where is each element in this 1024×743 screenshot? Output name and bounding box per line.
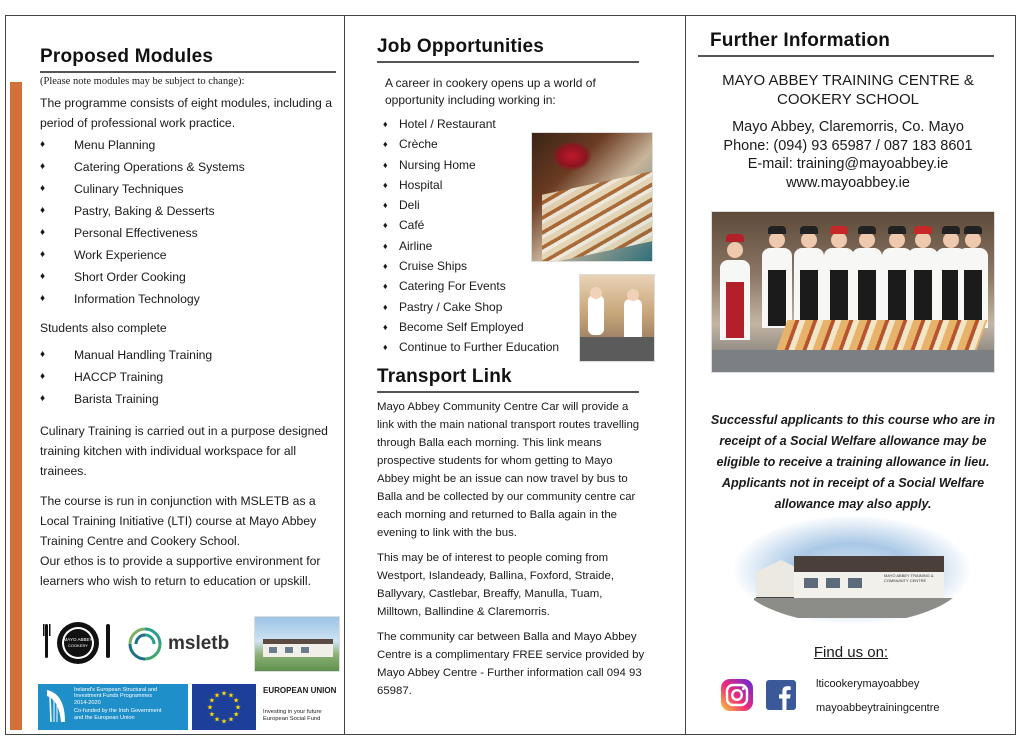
- transport-title: Transport Link: [377, 365, 512, 387]
- also-label: Students also complete: [40, 321, 167, 335]
- diamond-bullet-icon: ♦: [383, 220, 388, 231]
- diamond-bullet-icon: ♦: [40, 393, 46, 404]
- list-item-label: Information Technology: [74, 292, 200, 306]
- chef-figure: [852, 248, 882, 328]
- list-item: [40, 266, 336, 288]
- jobs-title: Job Opportunities: [377, 36, 545, 57]
- diamond-bullet-icon: ♦: [40, 349, 46, 360]
- facebook-icon[interactable]: [766, 680, 796, 710]
- school-name: [698, 71, 998, 109]
- list-item-label: Deli: [399, 198, 420, 213]
- chef-head: [965, 232, 981, 248]
- eu-star-icon: ★: [213, 692, 221, 700]
- diamond-bullet-icon: ♦: [40, 139, 46, 150]
- eu-star-icon: ★: [213, 716, 221, 724]
- chef-head: [859, 232, 875, 248]
- list-item: [40, 344, 336, 366]
- chef-figure: [824, 248, 854, 328]
- list-item-label: Hotel / Restaurant: [399, 117, 496, 131]
- diamond-bullet-icon: ♦: [40, 183, 46, 194]
- chef-head: [915, 232, 931, 248]
- transport-para1: Mayo Abbey Community Centre Car will provide a link with the main national transport routes travelling through Balla each morning. This link means prospective students for whom getting to Mayo Abbey might be an issue can now travel by bus to Balla and be collected by our community centre car each morning and returned to Balla again in the evening to link with the bus.: [377, 400, 640, 539]
- instagram-logo[interactable]: [720, 678, 754, 717]
- school-line2: COOKERY SCHOOL: [777, 91, 919, 108]
- list-item-label: Catering Operations & Systems: [74, 160, 245, 174]
- eu-funds-line1: Ireland's European Structural and: [74, 687, 158, 693]
- modules-list: [40, 134, 336, 310]
- info-title: Further Information: [710, 30, 891, 51]
- modules-rule: [40, 71, 336, 73]
- list-item-label: Café: [399, 218, 425, 233]
- chef-hat: [914, 226, 932, 234]
- list-item-label: Cruise Ships: [399, 259, 468, 274]
- eu-funds-line4: Co-funded by the Irish Government: [74, 708, 162, 715]
- phone: Phone: (094) 93 65987 / 087 183 8601: [723, 137, 973, 154]
- chef-hat: [964, 226, 982, 234]
- list-item: [40, 288, 336, 310]
- diamond-bullet-icon: ♦: [40, 293, 46, 304]
- list-item-label: Nursing Home: [399, 157, 476, 172]
- diamond-bullet-icon: ♦: [383, 301, 388, 312]
- buffet-photo: [531, 132, 653, 262]
- list-item: [40, 222, 336, 244]
- diamond-bullet-icon: ♦: [40, 227, 46, 238]
- chef-hat: [768, 226, 786, 234]
- eu-star-icon: ★: [232, 697, 240, 705]
- chef-head: [889, 232, 905, 248]
- list-item: [40, 156, 336, 178]
- cookery-school-logo: [42, 618, 114, 668]
- harp-icon: [43, 688, 69, 726]
- building-sign: MAYO ABBEY TRAINING & COMMUNITY CENTRE: [884, 573, 934, 583]
- list-item-label: Catering For Events: [399, 279, 506, 294]
- list-item: [40, 134, 336, 156]
- diamond-bullet-icon: ♦: [383, 281, 388, 292]
- chef-head: [801, 232, 817, 248]
- eu-funds-line5: and the European Union: [74, 714, 135, 721]
- eu-star-icon: ★: [232, 711, 240, 719]
- diamond-bullet-icon: ♦: [383, 261, 388, 272]
- column-jobs: [345, 16, 685, 734]
- list-item-label: Menu Planning: [74, 138, 156, 152]
- list-item-label: Barista Training: [74, 392, 159, 406]
- chef-hat: [888, 226, 906, 234]
- list-item-label: Pastry, Baking & Desserts: [74, 204, 215, 218]
- list-item-label: Short Order Cooking: [74, 270, 186, 284]
- diamond-bullet-icon: ♦: [40, 371, 46, 382]
- chef-figure: [762, 248, 792, 328]
- eu-star-icon: ★: [208, 697, 216, 705]
- list-item-label: Manual Handling Training: [74, 348, 213, 362]
- list-item-label: Crèche: [399, 137, 438, 152]
- svg-text:COOKERY: COOKERY: [68, 643, 88, 648]
- also-list: [40, 344, 336, 410]
- building-thumbnail: [254, 616, 340, 672]
- diamond-bullet-icon: ♦: [40, 161, 46, 172]
- eu-funds-line2: Investment Funds Programmes: [74, 693, 153, 700]
- diamond-bullet-icon: ♦: [383, 321, 388, 332]
- transport-para2: This may be of interest to people coming from Westport, Islandeady, Ballina, Foxford, Straide, Ballyvary, Castlebar, Breaffy, Manulla, Tuam, Milltown, Ballindine & Claremorris.: [377, 551, 615, 618]
- eu-flag-icon: [192, 684, 256, 730]
- diamond-bullet-icon: ♦: [40, 249, 46, 260]
- eu-star-icon: ★: [234, 704, 242, 712]
- eu-esf-logo: [263, 686, 343, 730]
- chef-figure: [908, 248, 938, 328]
- instagram-icon[interactable]: [720, 678, 754, 712]
- list-item-label: Airline: [399, 238, 433, 253]
- ethos-paragraph: Our ethos is to provide a supportive environment for learners who wish to return to education or upskill.: [40, 554, 321, 588]
- allowance-note: Successful applicants to this course who are in receipt of a Social Welfare allowance may be eligible to receive a training allowance in lieu. Applicants not in receipt of a Social Welfare allowance may also apply.: [710, 413, 996, 511]
- list-item: [40, 388, 336, 410]
- diamond-bullet-icon: ♦: [383, 119, 388, 129]
- chef-hat: [800, 226, 818, 234]
- jobs-rule: [377, 61, 639, 63]
- diamond-bullet-icon: ♦: [383, 200, 388, 211]
- modules-title: Proposed Modules: [40, 46, 214, 67]
- diamond-bullet-icon: ♦: [383, 179, 388, 190]
- chefs-team-photo: [711, 211, 995, 373]
- address: Mayo Abbey, Claremorris, Co. Mayo: [732, 119, 964, 135]
- email-link[interactable]: E-mail: training@mayoabbey.ie: [747, 156, 949, 172]
- chef-head: [831, 232, 847, 248]
- eu-funds-line3: 2014-2020: [74, 699, 101, 706]
- transport-rule: [377, 391, 639, 393]
- chefs-working-photo: [579, 274, 655, 362]
- eu-star-icon: ★: [227, 692, 235, 700]
- list-item: [40, 366, 336, 388]
- training-paragraph: Culinary Training is carried out in a purpose designed training kitchen with individual workspace for all trainees.: [40, 424, 328, 478]
- msletb-logo: [126, 622, 246, 666]
- school-line1: MAYO ABBEY TRAINING CENTRE &: [722, 72, 974, 89]
- eu-star-icon: ★: [206, 704, 214, 712]
- diamond-bullet-icon: ♦: [383, 139, 388, 150]
- eu-star-icon: ★: [227, 716, 235, 724]
- fork-knife-plate-logo: [42, 618, 114, 668]
- list-item: [40, 178, 336, 200]
- list-item-label: Hospital: [399, 177, 443, 192]
- brochure-page: [5, 15, 1016, 735]
- diamond-bullet-icon: ♦: [383, 159, 388, 170]
- contact-block: [698, 118, 998, 192]
- list-item: [40, 200, 336, 222]
- eu-flag-logo: [192, 684, 256, 730]
- list-item-label: Continue to Further Education: [399, 340, 560, 355]
- list-item-label: Become Self Employed: [399, 319, 524, 334]
- modules-intro: The programme consists of eight modules, including a period of professional work practice.: [40, 96, 332, 130]
- diamond-bullet-icon: ♦: [40, 271, 46, 282]
- list-item-label: Personal Effectiveness: [74, 226, 198, 240]
- diamond-bullet-icon: ♦: [383, 342, 388, 353]
- eu-funds-logo: [38, 684, 188, 730]
- msletb-paragraph: The course is run in conjunction with MSLETB as a Local Training Initiative (LTI) course at Mayo Abbey Training Centre and Cookery School.: [40, 494, 317, 548]
- instagram-handle[interactable]: lticookerymayoabbey: [816, 678, 920, 690]
- eu-label: EUROPEAN UNION: [263, 686, 337, 695]
- list-item-label: Pastry / Cake Shop: [399, 299, 503, 314]
- building-photo: [734, 516, 970, 624]
- facebook-handle[interactable]: mayoabbeytrainingcentre: [816, 702, 940, 714]
- chef-figure: [794, 248, 824, 328]
- website-link[interactable]: www.mayoabbey.ie: [786, 174, 910, 191]
- eu-star-icon: ★: [220, 690, 228, 698]
- list-item-label: Work Experience: [74, 248, 167, 262]
- eu-sub2: European Social Fund: [263, 716, 321, 722]
- info-rule: [698, 55, 994, 57]
- find-us-label: Find us on:: [813, 644, 889, 661]
- chef-head: [943, 232, 959, 248]
- diamond-bullet-icon: ♦: [383, 240, 388, 251]
- list-item: [40, 244, 336, 266]
- chef-figure: [958, 248, 988, 328]
- chef-head: [727, 242, 743, 258]
- msletb-swirl-icon: [126, 625, 164, 663]
- chef-hat: [942, 226, 960, 234]
- diamond-bullet-icon: ♦: [40, 205, 46, 216]
- jobs-intro: A career in cookery opens up a world of opportunity including working in:: [385, 76, 596, 107]
- eu-star-icon: ★: [208, 711, 216, 719]
- column-modules: [6, 16, 344, 734]
- modules-note: (Please note modules may be subject to change):: [40, 76, 245, 87]
- chef-hat: [858, 226, 876, 234]
- chef-figure: [720, 260, 750, 340]
- eu-star-icon: ★: [220, 718, 228, 726]
- transport-para3: The community car between Balla and Mayo Abbey Centre is a complimentary FREE service provided by Mayo Abbey Centre - Further information call 094 93 65987.: [377, 630, 645, 697]
- chef-head: [769, 232, 785, 248]
- list-item-label: Culinary Techniques: [74, 182, 184, 196]
- eu-sub1: Investing in your future: [263, 709, 322, 715]
- msletb-text: msletb: [168, 633, 230, 654]
- column-info: [686, 16, 1016, 734]
- chef-hat: [830, 226, 848, 234]
- facebook-logo[interactable]: [766, 680, 796, 715]
- accent-bar: [10, 82, 22, 730]
- chef-hat: [726, 234, 744, 242]
- list-item-label: HACCP Training: [74, 370, 164, 384]
- svg-text:MAYO ABBEY: MAYO ABBEY: [63, 637, 93, 642]
